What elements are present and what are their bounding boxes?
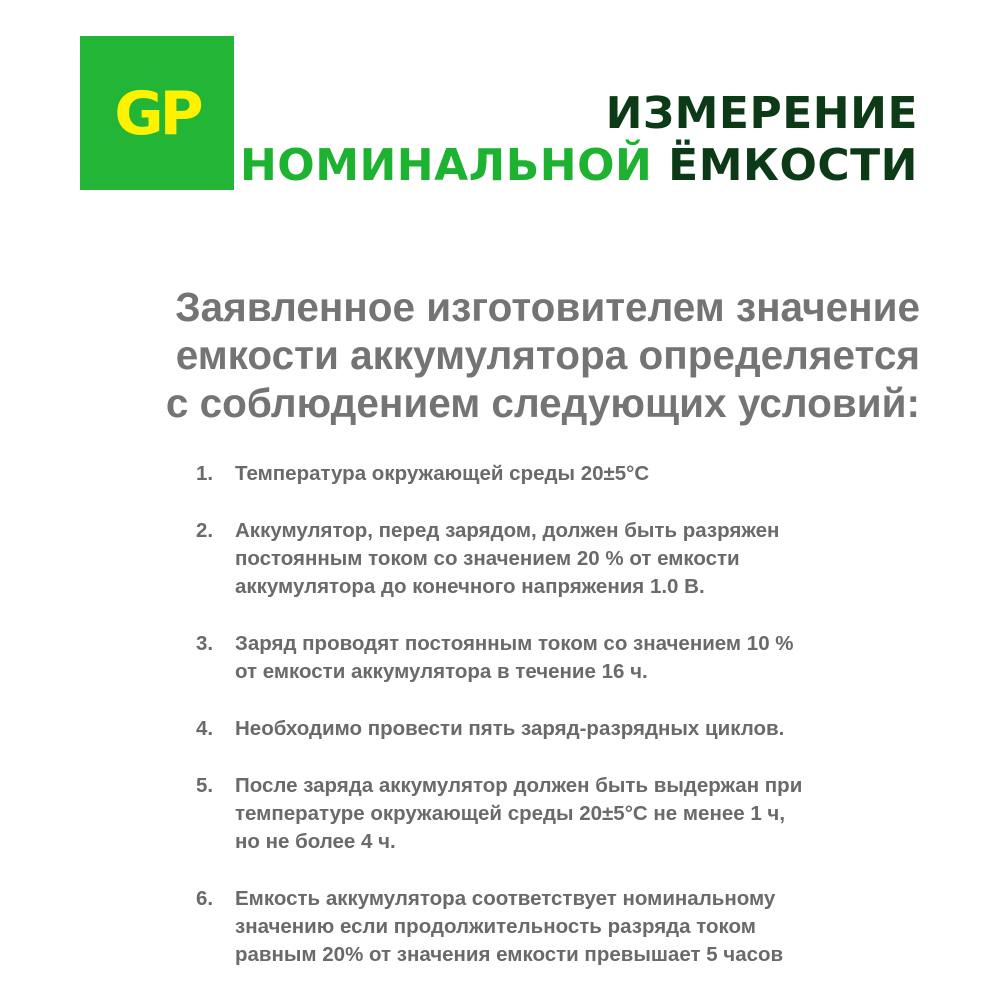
list-item-text [235,715,916,743]
list-item-line: Температура окружающей среды 20±5°С [235,462,650,485]
list-item-line: Необходимо провести пять заряд-разрядных циклов. [235,717,785,740]
list-item-number: 4. [196,717,214,740]
logo-text: GP [114,79,200,149]
intro-line: с соблюдением следующих условий: [165,380,920,426]
list-item-line: но не более 4 ч. [235,830,396,853]
list-item [196,517,916,601]
gp-logo [80,36,234,190]
list-item-line: Аккумулятор, перед зарядом, должен быть разряжен [235,519,780,542]
list-item-line: от емкости аккумулятора в течение 16 ч. [235,660,648,683]
list-item-text [235,460,916,488]
list-item-number: 3. [196,632,214,655]
list-item-number: 6. [196,887,214,910]
list-item [196,460,916,488]
conditions-list [196,460,916,998]
intro-line: емкости аккумулятора определяется [175,332,920,378]
list-item-text [235,517,916,601]
list-item-number: 5. [196,774,214,797]
list-item [196,885,916,969]
title-line-2-green: НОМИНАЛЬНОЙ [239,140,653,191]
title-line-2 [240,140,918,192]
intro-line: Заявленное изготовителем значение [175,284,920,330]
list-item-text [235,772,916,856]
title-line-1: ИЗМЕРЕНИЕ [605,88,918,139]
list-item-line: Емкость аккумулятора соответствует номинальному [235,887,776,910]
list-item-line: равным 20% от значения емкости превышает 5 часов [235,943,784,966]
list-item-line: постоянным током со значением 20 % от емкости [235,547,740,570]
list-item-line: Заряд проводят постоянным током со значением 10 % [235,632,794,655]
list-item [196,715,916,743]
list-item-line: аккумулятора до конечного напряжения 1.0 В. [235,575,705,598]
list-item-line: После заряда аккумулятор должен быть выдержан при [235,774,803,797]
list-item-number: 2. [196,519,214,542]
list-item-number: 1. [196,462,214,485]
list-item-text [235,885,916,969]
intro-text [166,283,920,427]
list-item-line: температуре окружающей среды 20±5°С не менее 1 ч, [235,802,786,825]
list-item-text [235,630,916,686]
list-item [196,772,916,856]
list-item-line: значению если продолжительность разряда током [235,915,756,938]
title-line-2-dark: ЁМКОСТИ [668,140,918,191]
page-title [240,88,918,192]
list-item [196,630,916,686]
